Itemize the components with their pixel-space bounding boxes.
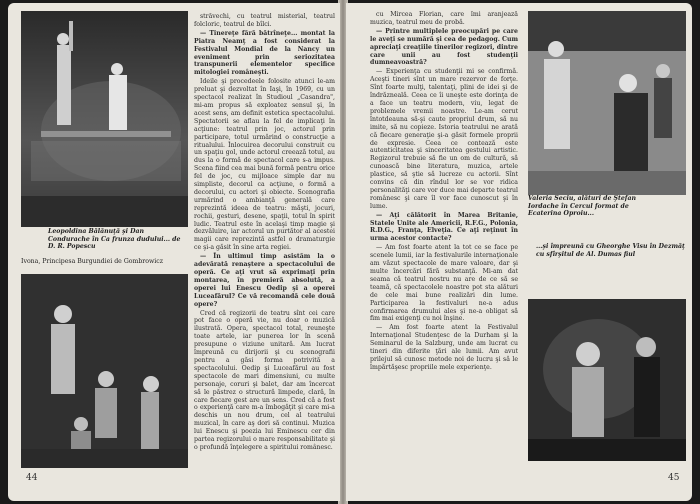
stage-photo-top-right [528,11,686,195]
stage-photo-bottom-right [528,299,686,461]
paragraph: Ideile şi procedeele folosite atunci le-am preluat şi dezvoltat în Iaşi, în 1969, cu un spectacol realizat în Studioul „Casandra", mi-am propus să exploatez sensul şi, în acest sens, am definit estetica spectacolului. Spectatorii se aflau la fel de implicaţi în acţiune: teatrul prin joc, actorul prin participare, totul urmărind o construcţie a ritualului. Înlocuirea decorului construit cu un spaţiu gol, unde actorul creează totul, au dus la o formă de spectacol care s-a impus. Scena fiind cea mai bună formă pentru orice fel de joc, cu mijloace simple dar nu simpliste, decorul ca acţiune, o formă a decorului, cu actori şi obiecte. Scenografia urmărind o ambianţă generală care reprezintă ideea de teatru: măşti, jocuri, rochii, gesturi, desene, spaţii, totul în spirit ludic. Teatrul este în acelaşi timp magie şi dezvăluire, iar actorul un purtător al acestei magii care reprezintă astfel o dramaturgie ce şi-a găsit în sine arta regiei. [194,78,335,252]
paragraph: — Tinereţe fără bătrîneţe... montat la Piatra Neamţ a fost considerat la Festivalul Mondial de la Nancy un eveniment prin seriozitatea transpunerii elementelor specifice mitologiei româneşti. [194,29,335,77]
right-page [346,3,692,501]
caption-mid-right: ...şi împreună cu Gheorghe Visu în Dezmăţ cu sfîrşitul de Al. Dumas fiul [536,243,685,258]
right-column-text [370,11,518,481]
left-column-text [194,13,335,479]
paragraph: străvechi, cu teatrul misterial, teatrul folcloric, teatrul de bîlci. [194,13,335,28]
paragraph: — Am fost foarte atent la Festivalul Internaţional Studenţesc de la Durham şi la Seminarul de la Salzburg, unde am lucrat cu tineri din diferite ţări ale lumii. Am avut prilejul să cunosc metode noi de lucru şi să le împărtăşesc propriile mele experienţe. [370,324,518,371]
page-number-right: 45 [668,473,680,483]
paragraph: — În ultimul timp asistăm la o adevărată renaştere a spectacolului de operă. Ce aţi vrut să exprimaţi prin montarea, în premieră absolută, a operei lui Enescu Oedip şi a operei Luceafărul? Ce vă recomandă cele două opere? [194,253,335,308]
paragraph: — Printre multiplele preocupări pe care le aveţi se numără şi cea de pedagog. Cum apreciaţi creaţiile tinerilor regizori, dintre care unii au fost studenţii dumneavoastră? [370,27,518,67]
stage-photo-bottom-left [21,274,188,468]
paragraph: cu Mircea Florian, care îmi aranjează muzica, teatrul meu de probă. [370,11,518,26]
left-page [8,3,340,501]
caption-top-right: Valeria Seciu, alături de Ştefan Iordache în Cercul format de Ecaterina Oproiu... [528,195,636,218]
stage-photo-top-left [21,11,188,227]
paragraph: — Am fost foarte atent la tot ce se face pe scenele lumii, iar la festivalurile internaţionale am văzut spectacole de mare valoare, dar şi multe încercări fără substanţă. Mi-am dat seama că teatrul nostru nu are de ce să se teamă, că spectacolele noastre pot sta alături de cele mai bune realizări din lume. Participarea la festivaluri ne-a adus confirmarea drumului ales şi ne-a obligat să fim mai exigenţi cu noi înşine. [370,244,518,323]
paragraph: — Aţi călătorit în Marea Britanie, Statele Unite ale Americii, R.F.G., Polonia, R.D.G., Franţa, Elveţia. Ce aţi reţinut în urma acestor contacte? [370,211,518,243]
paragraph: — Experienţa cu studenţii mi se confirmă. Aceşti tineri sînt un mare rezervor de forţe. Sînt foarte mulţi, talentaţi, plini de idei şi de îndrăzneală. Ceea ce îi uneşte este dorinţa de a face un teatru modern, viu, legat de problemele vremii noastre. Le-am cerut întotdeauna să-şi caute propriul drum, să nu imite, să nu copieze. Istoria teatrului ne arată că fiecare generaţie şi-a găsit formele proprii de expresie. Ceea ce contează este autenticitatea şi sinceritatea gestului artistic. Regizorul trebuie să fie un om de cultură, să cunoască bine literatura, muzica, artele plastice, să ştie să lucreze cu actorii. Sînt convins că din rîndul lor se vor ridica personalităţi care vor duce mai departe teatrul românesc şi care îl vor face cunoscut şi în lume. [370,68,518,210]
paragraph: Cred că regizorii de teatru sînt cei care pot face o operă vie, nu doar o muzică ilustrată. Opera, spectacol total, reuneşte toate artele, iar punerea lor în scenă presupune o viziune unitară. Am lucrat împreună cu dirijorii şi cu scenografii pentru a găsi forma potrivită a spectacolului. Oedip şi Luceafărul au fost spectacole de mari dimensiuni, cu multe personaje, coruri şi balet, dar am încercat să le păstrez o structură limpede, clară, în care fiecare gest are un sens. Cred că a fost o experienţă care m-a îmbogăţit şi care mi-a deschis un nou drum, cel al teatrului muzical, în care aş dori să continui. Muzica lui Enescu şi poezia lui Eminescu cer din partea regizorului o mare responsabilitate şi o profundă înţelegere a spiritului românesc. [194,309,335,451]
caption-top-left: Leopoldina Bălănuţă şi Dan Condurache în Ca frunza dudului... de D. R. Popescu [48,228,181,251]
page-number-left: 44 [26,473,38,483]
caption-bottom-left: Ivona, Principesa Burgundiei de Gombrowicz [21,258,163,265]
